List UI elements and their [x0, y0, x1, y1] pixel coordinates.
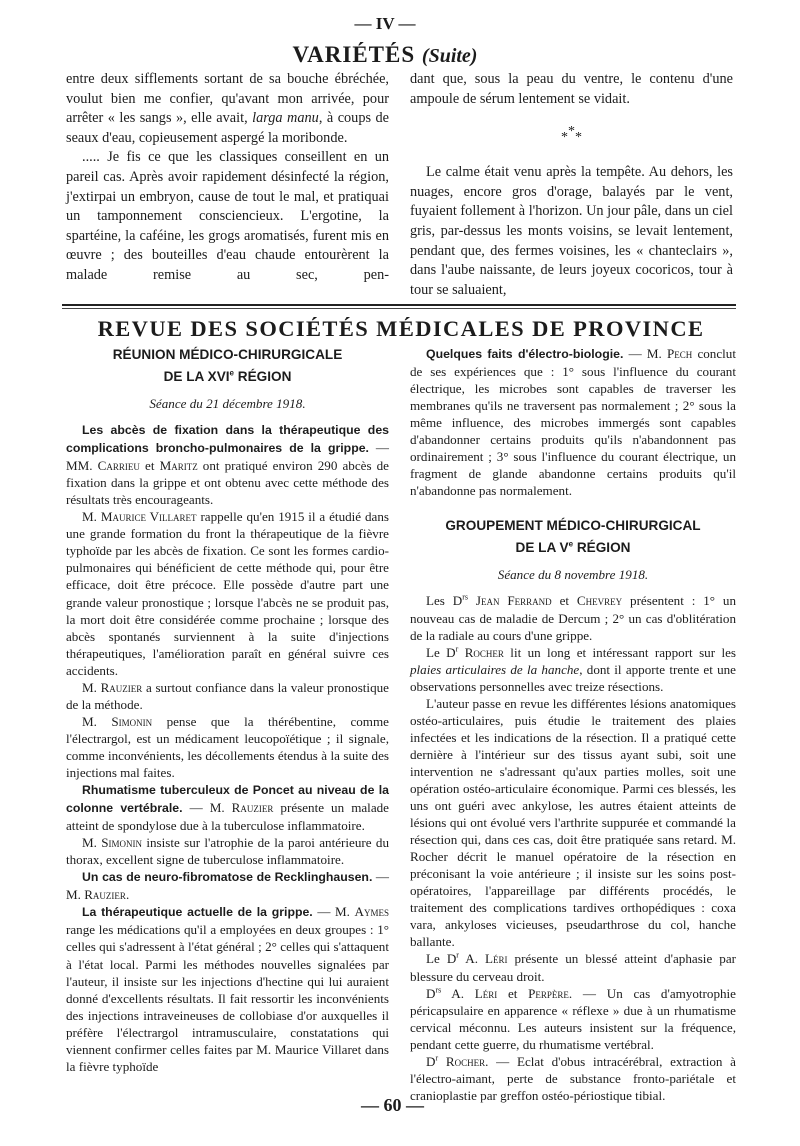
text-run: Le D: [426, 951, 457, 967]
text-run: L'auteur passe en revue les différentes lésions anatomiques ostéo-articulaires, puis étudie le traitement des plaies infectées et les indications de la résection. Il a pratiqué cette dernière à l'intérieur sur des tissus ayant subi, soit une intervention ne s'adressant qu'aux parties molles, soit une opération ostéo-articulaire économique. Parmi ces blessés, les uns ont guéri avec ankylose, les autres étaient atteints de lésions qui ont évolué vers l'arthrite suppurée et commandé la résection qui, dans ces cas, doit être pratiquée sans retard. M. Rocher décrit le manuel opératoire de la résection en préconisant la voie antérieure ; il insiste sur les soins post-opératoires, l'appareillage par différents procédés, le traitement des complications tardives orthopédiques : coxa vara, ankyloses vicieuses, pseudarthrose du col, hanche ballante.: [410, 695, 736, 950]
name-smallcaps: Rocher: [464, 644, 504, 660]
top-left-column: [66, 70, 389, 286]
text-run: M.: [82, 713, 112, 729]
section-heading-line: [410, 537, 736, 559]
name-smallcaps: Léri: [474, 985, 498, 1001]
heading-sup: e: [568, 539, 574, 549]
text-run: présentent : 1° un nouveau cas de maladie de Dercum ; 2° un cas d'oblitération de la radiale au cours d'une grippe.: [410, 593, 736, 643]
text-run: présente un blessé atteint d'aphasie par blessure du cerveau droit.: [410, 951, 736, 984]
text-run: ..... Je fis ce que les classiques conseillent en un pareil cas. Après avoir rapidement désinfecté la région, j'extirpai un embryon, cause de tout le mal, et pratiquai un tamponnement consciencieux. L'ergotine, la spartéine, la caféine, les grogs aromatisés, furent mis en œuvre ; des bouteilles d'eau chaude entourèrent la malade remise au sec, pen-: [66, 149, 389, 283]
name-smallcaps: Chevrey: [576, 593, 623, 609]
paragraph: [410, 950, 736, 984]
text-run: A.: [441, 985, 475, 1001]
text-run: A.: [458, 951, 486, 967]
name-smallcaps: Maurice Villaret: [100, 509, 197, 525]
page-number: — 60 —: [361, 1095, 424, 1115]
text-run: Le D: [426, 644, 456, 660]
bold-lead: La thérapeutique actuelle de la grippe.: [82, 905, 313, 920]
text-run: — M.: [66, 869, 389, 903]
text-run: a surtout confiance dans la valeur pronostique de la méthode.: [66, 679, 389, 712]
text-run: et: [497, 985, 529, 1001]
paragraph: [410, 163, 733, 300]
superscript: r: [435, 1053, 439, 1063]
asterism-star: *: [568, 124, 575, 140]
name-smallcaps: Rauzier: [231, 800, 274, 816]
name-smallcaps: Perpère: [528, 985, 569, 1001]
italic-text: plaies articulaires de la hanche: [410, 661, 580, 677]
text-run: lit un long et intéressant rapport sur les: [503, 644, 736, 660]
section-heading: [410, 515, 736, 559]
top-right-column: [410, 70, 733, 300]
section-heading-line: RÉUNION MÉDICO-CHIRURGICALE: [112, 347, 343, 362]
text-run: — M.: [312, 904, 355, 920]
right-column: [410, 345, 736, 1104]
paragraph: [66, 679, 389, 713]
bold-lead: Les abcès de fixation dans la thérapeutique des complications broncho-pulmonaires de la grippe.: [66, 423, 389, 456]
name-smallcaps: Rocher: [445, 1053, 486, 1069]
name-smallcaps: Léri: [485, 951, 508, 967]
superscript: r: [455, 644, 459, 654]
section-title-text: VARIÉTÉS: [292, 42, 416, 67]
main-heading: REVUE DES SOCIÉTÉS MÉDICALES DE PROVINCE: [97, 316, 705, 341]
paragraph: [410, 70, 733, 109]
text-run: , dont il apporte trente et une observations personnelles avec treize résections.: [410, 661, 736, 694]
text-run: D: [426, 1053, 436, 1069]
text-run: . — Eclat d'obus intracérébral, extraction à l'électro-aimant, perte de substance fronto-pariétale et cranioplastie par greffon ostéo-périostique tibial.: [410, 1053, 736, 1103]
asterism: [410, 124, 733, 146]
divider-rule: [62, 308, 736, 309]
paragraph: [66, 421, 389, 508]
right-paragraphs: [410, 592, 736, 1103]
paragraph: [410, 644, 736, 695]
text-run: conclut de ses expériences que : 1° sous l'influence du courant électrique, les microbes sont capables de traverser les membranes qu'ils ne traversent pas normalement ; 2° sous la même influence, des microbes immergés sont capables d'abandonner certains produits qu'ils n'abandonnent pas ordinairement ; 3° sous l'influence du courant électrique, un fragment de glande abandonne certains produits qu'il n'abandonne pas normalement.: [410, 346, 736, 499]
session-date: Séance du 21 décembre 1918.: [149, 396, 306, 411]
paragraph: [66, 903, 389, 1074]
name-smallcaps: Carrieu: [97, 458, 140, 474]
paragraph: [66, 781, 389, 834]
text-run: M.: [82, 679, 101, 695]
section-title: [0, 42, 770, 68]
asterism-star: *: [561, 130, 568, 146]
text-run: et: [139, 458, 160, 474]
bold-lead: Quelques faits d'électro-biologie.: [426, 347, 624, 361]
text-run: ont pratiqué environ 290 abcès de fixation dans la grippe et ont obtenu avec cette méthode des résultats très encourageants.: [66, 458, 389, 508]
name-smallcaps: Simonin: [111, 713, 153, 729]
superscript: r: [456, 951, 459, 961]
text-run: et: [551, 593, 577, 609]
paragraph: [66, 70, 389, 148]
paragraph: [66, 148, 389, 285]
heading-text: RÉGION: [234, 369, 292, 384]
text-run: M.: [82, 509, 101, 525]
text-run: — M.: [182, 800, 232, 816]
paragraph: [410, 345, 736, 499]
paragraph: [66, 713, 389, 781]
superscript: rs: [435, 985, 442, 995]
text-run: Les D: [426, 593, 463, 609]
name-smallcaps: Maritz: [159, 458, 198, 474]
text-run: pense que la thérébentine, comme l'électrargol, est un médicament leucopoïétique ; il signale, comme inconvénients, les décollements étendus à la suite des injections mal faites.: [66, 713, 389, 780]
name-smallcaps: Simonin: [101, 835, 143, 851]
paragraph: [410, 695, 736, 951]
text-run: . — Un cas d'amyotrophie péricapsulaire en apparence « réflexe » due à un rhumatisme cervical méconnu. Les auteurs insistent sur la fréquence, pendant cette guerre, du rhumatisme vertébral.: [410, 985, 736, 1052]
name-smallcaps: Pech: [666, 346, 693, 361]
heading-text: RÉGION: [573, 540, 631, 556]
superscript: rs: [462, 593, 469, 603]
section-heading: [66, 344, 389, 388]
paragraph: [66, 508, 389, 678]
heading-text: DE LA XVI: [163, 369, 230, 384]
left-column: [66, 344, 389, 1075]
text-run: insiste sur l'atrophie de la paroi antérieure du thorax, excellent signe de tuberculose inflammatoire.: [66, 835, 389, 868]
heading-text: DE LA V: [515, 540, 569, 556]
italic-text: larga manu: [252, 110, 319, 127]
text-run: [438, 1054, 446, 1069]
text-run: entre deux sifflements sortant de sa bouche ébréchée, voulut bien me confier, qu'avant mon arrivée, pour arrêter « les sangs », elle avait,: [66, 71, 389, 127]
name-smallcaps: Rauzier: [84, 887, 126, 903]
section-heading-line: [66, 366, 389, 388]
text-run: range les médications qu'il a employées en deux groupes : 1° celles qui s'adressent à l'état général ; 2° celles qui s'attaquent à l'état local. Parmi les méthodes nouvelles signalées par l'auteur, il insiste sur les injections d'hectine qui lui auraient donné d'excellents résultats. Il fait ressortir les inconvénients des injections intraveineuses de collobiase d'or auxquelles il préfère l'électrargol intramusculaire, constatations qui viennent confirmer celles faites par M. Maurice Villaret dans la fièvre typhoïde: [66, 922, 389, 1074]
paragraph: [66, 834, 389, 868]
name-smallcaps: Aymes: [354, 904, 389, 920]
section-title-suffix: (Suite): [421, 45, 478, 67]
paragraph: [410, 592, 736, 643]
paragraph: [410, 985, 736, 1053]
asterism-star: *: [575, 130, 582, 146]
paragraph: [66, 868, 389, 903]
session-date: Séance du 8 novembre 1918.: [497, 567, 649, 583]
section-heading-line: GROUPEMENT MÉDICO-CHIRURGICAL: [445, 518, 701, 534]
text-run: dant que, sous la peau du ventre, le contenu d'une ampoule de sérum lentement se vidait.: [410, 71, 733, 107]
text-run: — MM.: [66, 440, 389, 474]
heading-sup: e: [229, 368, 234, 378]
text-run: .: [125, 887, 130, 903]
left-paragraphs: [66, 421, 389, 1075]
bold-lead: Un cas de neuro-fibromatose de Recklinghausen.: [82, 870, 373, 885]
text-run: [468, 593, 476, 608]
text-run: , à coups de seaux d'eau, copieusement aspergé la moribonde.: [66, 110, 390, 146]
name-smallcaps: Rauzier: [100, 679, 143, 695]
text-run: D: [426, 985, 436, 1001]
divider-rule: [62, 304, 736, 306]
bold-lead: Rhumatisme tuberculeux de Poncet au niveau de la colonne vertébrale.: [66, 783, 389, 816]
text-run: présente un malade atteint de spondylose due à la tuberculose inflammatoire.: [66, 800, 389, 834]
text-run: Le calme était venu après la tempête. Au dehors, les nuages, encore gros d'orage, balayés par le vent, fuyaient follement à l'horizon. Un jour pâle, dans un ciel gris, par-dessus les monts voisins, se levait lentement, pendant que, des fermes voisines, les « chanteclairs », dans l'aube naissante, de leurs joyeux cocoricos, tour à tour se saluaient,: [410, 164, 733, 298]
name-smallcaps: Jean Ferrand: [475, 593, 552, 609]
text-run: rappelle qu'en 1915 il a étudié dans une grande formation du front la thérapeutique de la fièvre typhoïde par les abcès de fixation. Ce sont les formes cardio-pulmonaires qui bénéficient de cette méthode qui, pour être efficace, doit être précoce. Elle possède d'autre part une grande valeur pronostique ; lorsque l'abcès ne se produit pas, la mort doit être considérée comme prochaine ; lorsque des abcès spontanés surviennent à la suite d'injections thérapeutiques, l'amélioration paraît en général suivre ces accidents.: [66, 509, 389, 678]
text-run: M.: [82, 835, 102, 851]
text-run: — M.: [623, 346, 667, 361]
page-folio: — IV —: [354, 14, 416, 33]
